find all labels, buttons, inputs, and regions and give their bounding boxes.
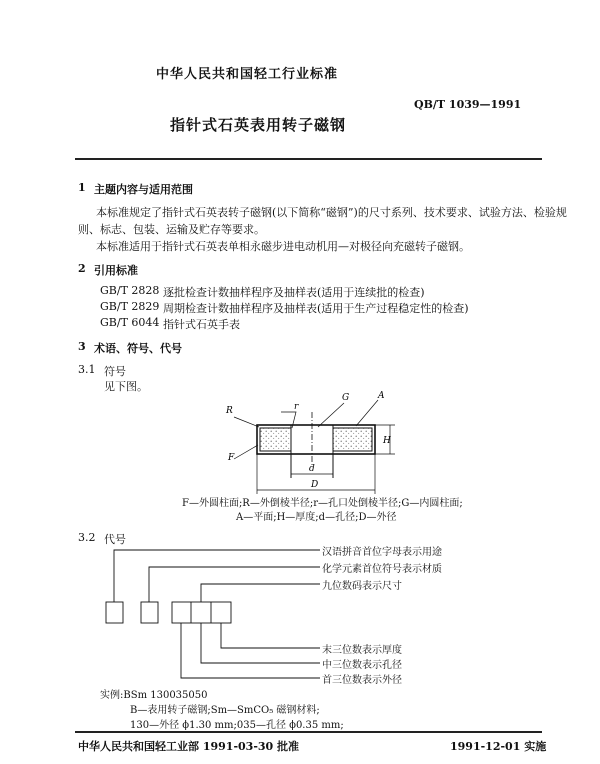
section-3-1-text: 见下图。	[104, 380, 148, 393]
code-label-size: 九位数码表示尺寸	[322, 581, 402, 592]
section-3-1-number: 3.1	[78, 363, 96, 376]
leader-size	[201, 584, 320, 602]
label-F: F	[228, 453, 235, 463]
figure-caption-line-2: A—平面;H—厚度;d—孔径;D—外径	[236, 512, 397, 523]
figure-caption-line-1: F—外圆柱面;R—外倒棱半径;r—孔口处倒棱半径;G—内圆柱面;	[182, 498, 463, 509]
leader-hole	[201, 623, 320, 663]
implementation-date: 1991-12-01 实施	[450, 740, 547, 753]
leader-outer	[181, 623, 320, 678]
reference-text: 指针式石英手表	[163, 318, 240, 331]
section-1-paragraph-1b: 则、标志、包装、运输及贮存等要求。	[78, 223, 265, 236]
label-D: D	[311, 480, 319, 490]
footer-rule	[75, 731, 542, 733]
section-2-title: 引用标准	[94, 264, 138, 277]
reference-code: GB/T 6044	[100, 316, 160, 329]
section-3-2-number: 3.2	[78, 531, 96, 544]
code-box-usage	[106, 602, 123, 623]
label-H: H	[383, 436, 391, 446]
standard-number: QB/T 1039—1991	[414, 98, 522, 111]
leader-thickness	[221, 623, 320, 648]
section-1-paragraph-1a: 本标准规定了指针式石英表转子磁钢(以下简称“磁钢”)的尺寸系列、技术要求、试验方法、检验规	[96, 206, 567, 219]
label-G: G	[342, 393, 350, 403]
reference-code: GB/T 2828	[100, 284, 160, 297]
reference-code: GB/T 2829	[100, 300, 160, 313]
leader-usage	[114, 550, 320, 602]
section-3-1-title: 符号	[104, 365, 126, 378]
section-2-number: 2	[78, 262, 86, 275]
code-label-hole: 中三位数表示孔径	[322, 660, 402, 671]
leader-material	[149, 567, 320, 602]
code-box-size	[172, 602, 231, 623]
section-1-number: 1	[78, 181, 86, 194]
section-3-number: 3	[78, 340, 86, 353]
label-d: d	[309, 464, 315, 474]
code-label-material: 化学元素首位符号表示材质	[322, 564, 442, 575]
section-1-paragraph-2: 本标准适用于指针式石英表单相永磁步进电动机用—对极径向充磁转子磁钢。	[96, 240, 470, 253]
code-label-outer: 首三位数表示外径	[322, 675, 402, 686]
issuing-org: 中华人民共和国轻工行业标准	[156, 67, 339, 82]
label-R: R	[226, 406, 233, 416]
example-line-2: 130—外径 ϕ1.30 mm;035—孔径 ϕ0.35 mm;	[130, 720, 344, 731]
approval-date: 中华人民共和国轻工业部 1991-03-30 批准	[78, 740, 300, 753]
code-label-usage: 汉语拼音首位字母表示用途	[322, 547, 442, 558]
label-A: A	[378, 391, 385, 401]
section-3-2-title: 代号	[104, 533, 126, 546]
reference-text: 逐批检查计数抽样程序及抽样表(适用于连续批的检查)	[163, 286, 425, 299]
example-line-1: B—表用转子磁钢;Sm—SmCO₅ 磁钢材料;	[130, 705, 320, 716]
reference-text: 周期检查计数抽样程序及抽样表(适用于生产过程稳定性的检查)	[163, 302, 469, 315]
label-r: r	[294, 402, 299, 412]
section-1-title: 主题内容与适用范围	[94, 183, 193, 196]
code-box-material	[141, 602, 158, 623]
example-label: 实例:BSm 130035050	[100, 690, 208, 701]
code-label-thickness: 末三位数表示厚度	[322, 645, 402, 656]
section-3-title: 术语、符号、代号	[94, 342, 182, 355]
document-title: 指针式石英表用转子磁钢	[170, 116, 347, 134]
